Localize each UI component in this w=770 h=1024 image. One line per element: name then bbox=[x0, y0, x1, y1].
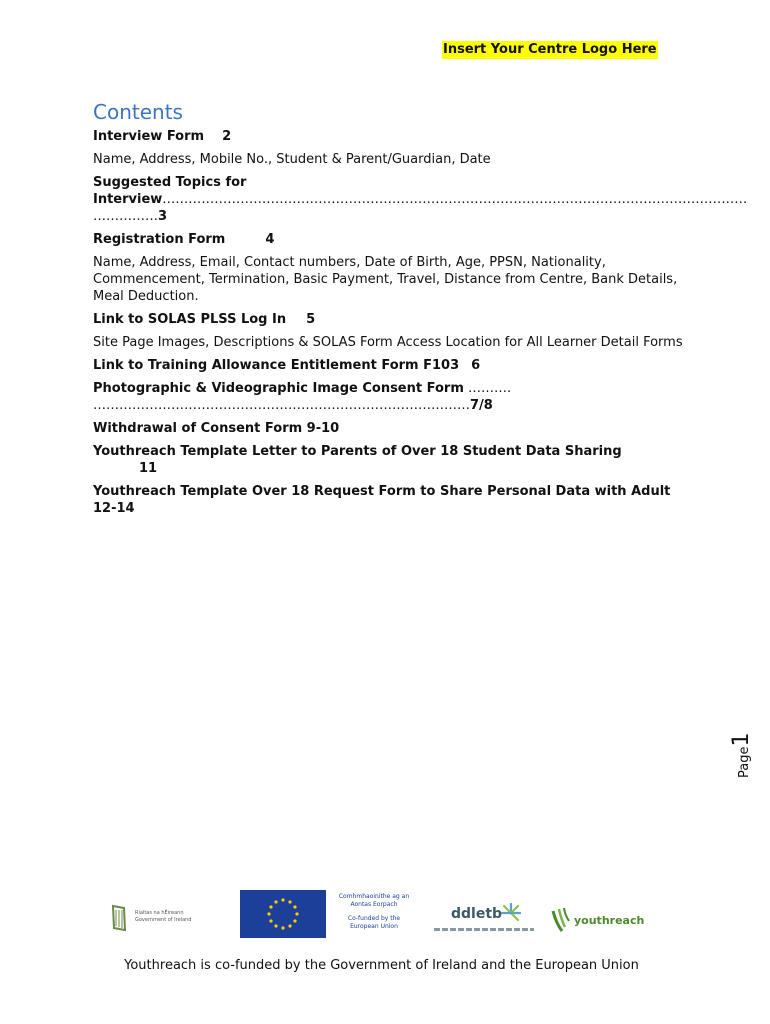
dot-leader: ……………………………………………………………………………………………………………………… bbox=[162, 192, 748, 207]
table-of-contents bbox=[93, 100, 748, 517]
eu-cofunded-logo bbox=[240, 890, 420, 938]
eu-text-irish-1: Comhmhaoinithe ag an bbox=[338, 893, 410, 900]
eu-flag-icon bbox=[240, 890, 326, 938]
logo-placeholder: Insert Your Centre Logo Here bbox=[443, 42, 657, 57]
page-label: Page bbox=[737, 746, 752, 778]
entry-title: Youthreach Template Over 18 Request Form to Share Personal Data with Adult bbox=[93, 484, 671, 499]
entry-page: 12-14 bbox=[93, 501, 135, 516]
ddletb-logo bbox=[434, 900, 534, 936]
entry-title: Link to Training Allowance Entitlement Form F103 bbox=[93, 358, 460, 373]
entry-page: 2 bbox=[222, 129, 232, 144]
toc-entry-registration-form[interactable] bbox=[93, 231, 683, 305]
ddletb-burst-icon bbox=[500, 902, 522, 924]
toc-entry-request-form[interactable] bbox=[93, 483, 683, 517]
youthreach-logo bbox=[550, 905, 650, 935]
entry-page: 11 bbox=[139, 461, 158, 476]
entry-page: 3 bbox=[158, 209, 168, 224]
entry-page: 6 bbox=[471, 358, 481, 373]
entry-title: Youthreach Template Letter to Parents of Over 18 Student Data Sharing bbox=[93, 444, 622, 459]
toc-entry-template-letter[interactable] bbox=[93, 443, 683, 477]
toc-entry-image-consent[interactable] bbox=[93, 380, 683, 414]
eu-text-english-2: European Union bbox=[350, 923, 398, 930]
ddletb-wordmark: ddletb bbox=[451, 906, 503, 922]
entry-title: Registration Form bbox=[93, 232, 226, 247]
entry-description: Site Page Images, Descriptions & SOLAS Form Access Location for All Learner Detail Forms bbox=[93, 335, 683, 350]
entry-title-cont: Interview bbox=[93, 192, 163, 207]
dot-leader: ………. bbox=[463, 381, 512, 396]
entry-page: 4 bbox=[265, 232, 275, 247]
entry-page: 7/8 bbox=[470, 398, 493, 413]
government-of-ireland-logo bbox=[110, 904, 210, 934]
page-number-value: 1 bbox=[729, 732, 754, 747]
eu-text-english-1: Co-funded by the bbox=[347, 915, 401, 922]
gov-text-english: Government of Ireland bbox=[135, 917, 192, 923]
entry-title: Link to SOLAS PLSS Log In bbox=[93, 312, 287, 327]
dot-leader: …………… bbox=[93, 209, 158, 224]
entry-title: Suggested Topics for bbox=[93, 175, 247, 190]
entry-title: Withdrawal of Consent Form 9-10 bbox=[93, 421, 340, 436]
entry-title: Photographic & Videographic Image Consent Form bbox=[93, 381, 464, 396]
dot-leader: …………………………………………………………………………… bbox=[93, 398, 470, 413]
footer-text: Youthreach is co-funded by the Government of Ireland and the European Union bbox=[124, 958, 639, 973]
entry-description: Name, Address, Email, Contact numbers, Date of Birth, Age, PPSN, Nationality, Commencement, Termination, Basic Payment, Travel, Distance from Centre, Bank Details, Meal Deduction. bbox=[93, 255, 678, 304]
eu-text-irish-2: Aontas Eorpach bbox=[350, 901, 398, 908]
youthreach-swoosh-icon bbox=[550, 905, 574, 933]
toc-entry-interview-form[interactable] bbox=[93, 128, 683, 168]
toc-entry-suggested-topics[interactable] bbox=[93, 174, 748, 225]
entry-title: Interview Form bbox=[93, 129, 205, 144]
toc-heading: Contents bbox=[93, 100, 183, 124]
entry-description: Name, Address, Mobile No., Student & Parent/Guardian, Date bbox=[93, 152, 491, 167]
entry-page: 5 bbox=[306, 312, 316, 327]
youthreach-wordmark: youthreach bbox=[574, 914, 645, 927]
harp-icon bbox=[110, 904, 128, 932]
toc-entry-withdrawal[interactable] bbox=[93, 420, 683, 437]
toc-entry-training-allowance[interactable] bbox=[93, 357, 683, 374]
page-number bbox=[729, 718, 754, 778]
gov-text-irish: Rialtas na hÉireann bbox=[135, 910, 184, 916]
funder-logos bbox=[100, 888, 660, 940]
ddletb-tagline bbox=[434, 928, 534, 931]
toc-entry-solas-plss[interactable] bbox=[93, 311, 683, 351]
